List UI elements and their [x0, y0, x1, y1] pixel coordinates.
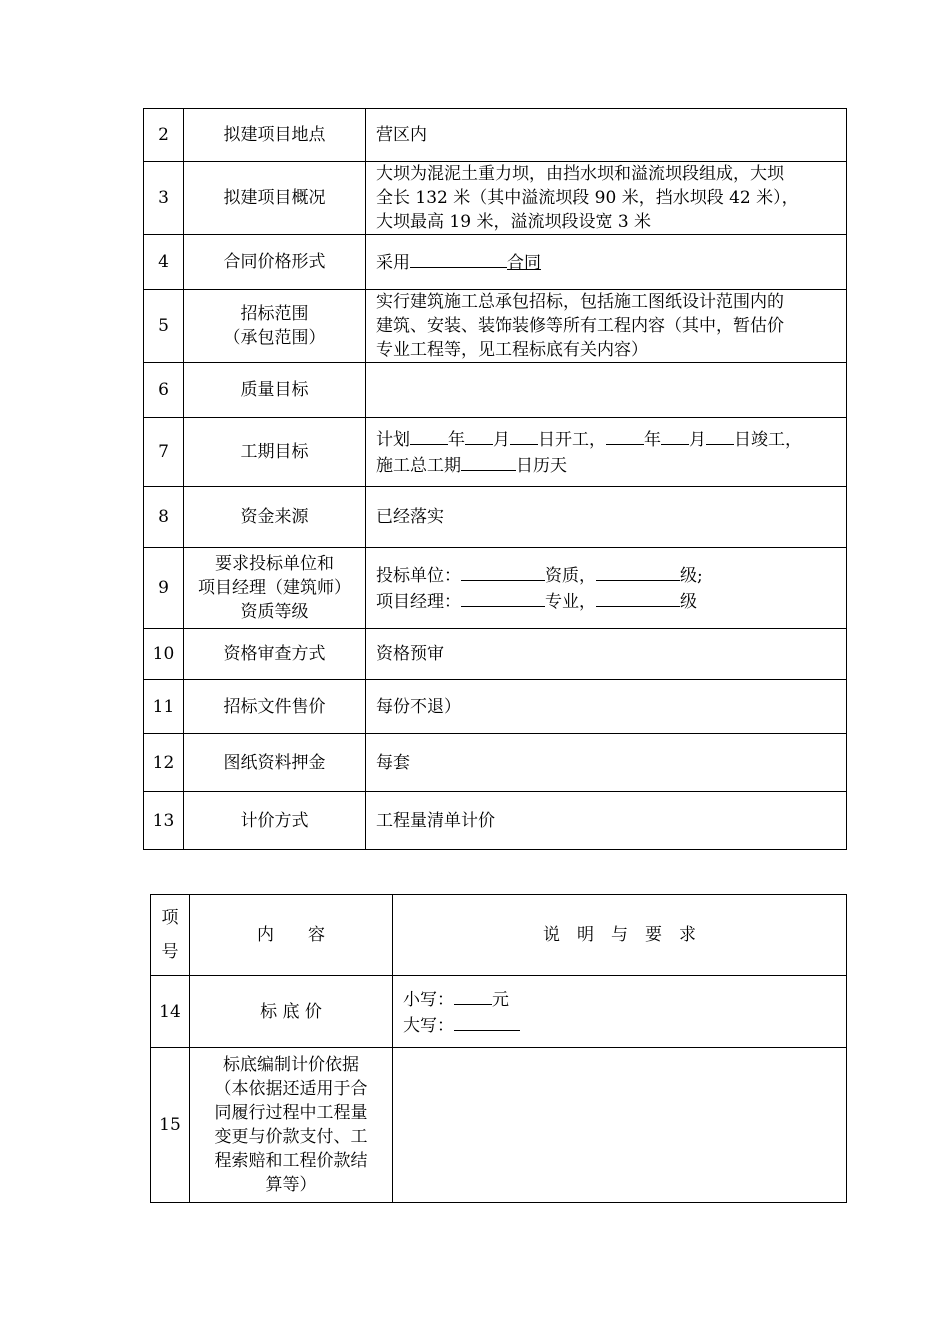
row-description — [366, 363, 847, 418]
item-line: 程索赔和工程价款结 — [214, 1151, 368, 1171]
table-row — [144, 418, 847, 487]
table-row — [144, 487, 847, 548]
table-row — [144, 792, 847, 850]
row-item: 招标文件售价 — [184, 680, 366, 734]
table-row — [151, 1048, 847, 1203]
header-description: 说 明 与 要 求 — [393, 895, 847, 976]
row-item: 图纸资料押金 — [184, 734, 366, 792]
table-row — [144, 290, 847, 363]
description-text: 合同 — [507, 253, 541, 273]
table-row — [144, 680, 847, 734]
description-text: 日历天 — [516, 456, 567, 476]
header-number-line: 号 — [161, 942, 179, 962]
table-row — [144, 363, 847, 418]
item-line: 项目经理（建筑师） — [198, 578, 351, 598]
row-item — [184, 290, 366, 363]
table-row — [144, 548, 847, 629]
table-row — [144, 235, 847, 290]
fill-in-blank[interactable] — [596, 588, 680, 607]
row-description — [393, 1048, 847, 1203]
row-number: 8 — [144, 487, 184, 548]
row-item: 标 底 价 — [190, 976, 393, 1048]
description-text: 月 — [689, 430, 706, 450]
table-row — [144, 109, 847, 162]
row-number: 4 — [144, 235, 184, 290]
description-text: 日开工， — [538, 430, 606, 450]
row-item: 拟建项目地点 — [184, 109, 366, 162]
table-row — [144, 162, 847, 235]
row-item — [184, 548, 366, 629]
row-number: 10 — [144, 629, 184, 680]
row-number: 7 — [144, 418, 184, 487]
description-line: 大坝最高 19 米，溢流坝段设宽 3 米 — [376, 212, 652, 232]
item-line: （本依据还适用于合 — [214, 1079, 368, 1099]
item-line: 算等） — [265, 1175, 317, 1195]
row-number: 13 — [144, 792, 184, 850]
row-item: 资格审查方式 — [184, 629, 366, 680]
row-description: 已经落实 — [366, 487, 847, 548]
row-description — [366, 235, 847, 290]
item-line: （承包范围） — [223, 328, 326, 348]
fill-in-blank[interactable] — [454, 986, 492, 1005]
row-description: 工程量清单计价 — [366, 792, 847, 850]
description-text: 年 — [448, 430, 465, 450]
row-item: 拟建项目概况 — [184, 162, 366, 235]
header-number — [151, 895, 190, 976]
row-description — [366, 418, 847, 487]
row-description — [366, 162, 847, 235]
row-number: 14 — [151, 976, 190, 1048]
row-description: 营区内 — [366, 109, 847, 162]
row-number: 3 — [144, 162, 184, 235]
description-text: 计划 — [376, 430, 410, 450]
description-text: 采用 — [376, 253, 410, 273]
row-description — [393, 976, 847, 1048]
description-text: 日竣工， — [734, 430, 802, 450]
row-item: 质量目标 — [184, 363, 366, 418]
fill-in-blank[interactable] — [661, 426, 689, 445]
fill-in-blank[interactable] — [706, 426, 734, 445]
fill-in-blank[interactable] — [461, 588, 545, 607]
row-description: 资格预审 — [366, 629, 847, 680]
row-number: 12 — [144, 734, 184, 792]
table-row — [144, 734, 847, 792]
row-item: 计价方式 — [184, 792, 366, 850]
fill-in-blank[interactable] — [461, 562, 545, 581]
row-number: 9 — [144, 548, 184, 629]
item-line: 要求投标单位和 — [215, 554, 334, 574]
item-line: 招标范围 — [240, 304, 309, 324]
row-description — [366, 548, 847, 629]
description-text: 元 — [492, 989, 509, 1010]
description-text: 施工总工期 — [376, 456, 461, 476]
header-number-line: 项 — [161, 908, 179, 928]
item-line: 同履行过程中工程量 — [214, 1103, 368, 1123]
header-content: 内 容 — [190, 895, 393, 976]
fill-in-blank[interactable] — [596, 562, 680, 581]
row-description — [366, 290, 847, 363]
description-text: 级 — [680, 592, 697, 612]
description-line — [376, 588, 838, 614]
fill-in-blank[interactable] — [461, 452, 516, 471]
row-number: 2 — [144, 109, 184, 162]
fill-in-blank[interactable] — [465, 426, 493, 445]
item-line: 变更与价款支付、工 — [214, 1127, 368, 1147]
description-line — [376, 452, 838, 478]
row-number: 11 — [144, 680, 184, 734]
row-description: 每套 — [366, 734, 847, 792]
row-item: 资金来源 — [184, 487, 366, 548]
row-number: 5 — [144, 290, 184, 363]
description-line: 全长 132 米（其中溢流坝段 90 米，挡水坝段 42 米）， — [376, 188, 799, 208]
description-text: 投标单位： — [376, 566, 461, 586]
item-line: 资质等级 — [240, 602, 309, 622]
description-text: 专业， — [545, 592, 596, 612]
row-number: 6 — [144, 363, 184, 418]
description-text: 年 — [644, 430, 661, 450]
row-item: 工期目标 — [184, 418, 366, 487]
description-line — [403, 1012, 838, 1038]
description-text: 级; — [680, 566, 703, 586]
table-row — [144, 629, 847, 680]
fill-in-blank[interactable] — [410, 249, 507, 268]
bid-base-price-table — [150, 894, 847, 1203]
item-line: 标底编制计价依据 — [223, 1055, 359, 1075]
description-text: 大写： — [403, 1015, 454, 1036]
row-description: 每份不退） — [366, 680, 847, 734]
description-text: 项目经理： — [376, 592, 461, 612]
description-text: 资质， — [545, 566, 596, 586]
bid-info-table — [143, 108, 847, 850]
fill-in-blank[interactable] — [410, 426, 448, 445]
description-line: 大坝为混泥土重力坝，由挡水坝和溢流坝段组成，大坝 — [376, 164, 784, 184]
description-line: 专业工程等，见工程标底有关内容） — [376, 340, 648, 360]
description-text: 月 — [493, 430, 510, 450]
description-line — [376, 426, 838, 452]
header-row — [151, 895, 847, 976]
description-line: 实行建筑施工总承包招标，包括施工图纸设计范围内的 — [376, 292, 784, 312]
description-line — [403, 986, 838, 1012]
description-line — [376, 562, 838, 588]
row-item — [190, 1048, 393, 1203]
row-item: 合同价格形式 — [184, 235, 366, 290]
description-line: 建筑、安装、装饰装修等所有工程内容（其中，暂估价 — [376, 316, 784, 336]
table-row — [151, 976, 847, 1048]
description-text: 小写： — [403, 989, 454, 1010]
fill-in-blank[interactable] — [454, 1012, 520, 1031]
row-number: 15 — [151, 1048, 190, 1203]
fill-in-blank[interactable] — [510, 426, 538, 445]
fill-in-blank[interactable] — [606, 426, 644, 445]
